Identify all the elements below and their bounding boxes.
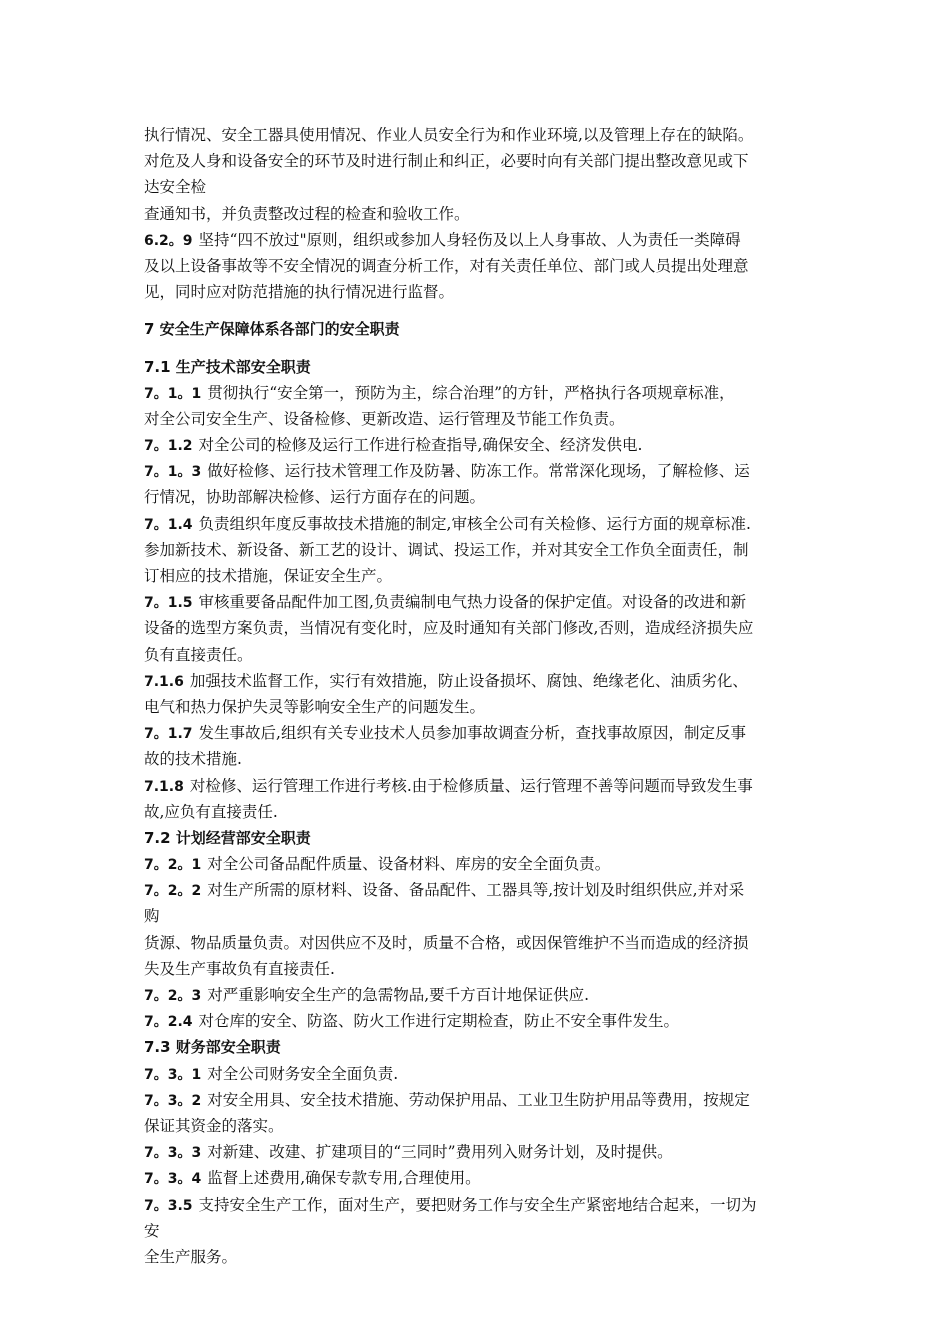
section-heading bbox=[144, 825, 810, 851]
line-text: 贯彻执行“安全第一，预防为主，综合治理”的方针，严格执行各项规章标准， bbox=[207, 383, 735, 402]
text-line bbox=[144, 903, 810, 929]
line-text: 见，同时应对防范措施的执行情况进行监督。 bbox=[144, 283, 455, 302]
paragraph-gap bbox=[144, 343, 810, 354]
clause-number: 7。1.2 bbox=[144, 438, 193, 455]
clause-number: 7。3。1 bbox=[144, 1066, 202, 1083]
text-line bbox=[144, 642, 810, 668]
line-text: 行情况，协助部解决检修、运行方面存在的问题。 bbox=[144, 488, 486, 507]
line-text: 电气和热力保护失灵等影响安全生产的问题发生。 bbox=[144, 697, 486, 716]
line-text: 对全公司备品配件质量、设备材料、库房的安全全面负责。 bbox=[207, 855, 611, 874]
text-line bbox=[144, 1244, 810, 1270]
clause-line bbox=[144, 589, 810, 615]
line-text: 坚持“四不放过"原则，组织或参加人身轻伤及以上人身事故、人为责任一类障碍 bbox=[198, 230, 741, 249]
clause-number: 7。3。3 bbox=[144, 1145, 202, 1162]
text-line bbox=[144, 956, 810, 982]
line-text: 及以上设备事故等不安全情况的调查分析工作，对有关责任单位、部门或人员提出处理意 bbox=[144, 256, 749, 275]
clause-line bbox=[144, 773, 810, 799]
clause-number: 7。1.5 bbox=[144, 595, 193, 612]
document-body bbox=[144, 122, 810, 1270]
line-text: 对全公司财务安全全面负责. bbox=[207, 1064, 399, 1083]
line-text: 订相应的技术措施，保证安全生产。 bbox=[144, 567, 393, 585]
paragraph-gap bbox=[144, 305, 810, 316]
section-heading-text: 7.3 财务部安全职责 bbox=[144, 1038, 281, 1057]
line-text: 监督上述费用,确保专款专用,合理使用。 bbox=[207, 1169, 481, 1188]
clause-number: 7。2。2 bbox=[144, 883, 202, 900]
section-heading bbox=[144, 354, 810, 380]
line-text: 购 bbox=[144, 907, 160, 926]
section-heading-text: 7.1 生产技术部安全职责 bbox=[144, 357, 311, 376]
line-text: 故,应负有直接责任. bbox=[144, 802, 278, 821]
clause-number: 7。1。3 bbox=[144, 464, 202, 481]
text-line bbox=[144, 201, 810, 227]
line-text: 发生事故后,组织有关专业技术人员参加事故调查分析，查找事故原因，制定反事 bbox=[198, 724, 746, 743]
text-line bbox=[144, 694, 810, 720]
line-text: 支持安全生产工作，面对生产，要把财务工作与安全生产紧密地结合起来，一切为 bbox=[198, 1195, 757, 1214]
clause-line bbox=[144, 1139, 810, 1165]
line-text: 负有直接责任。 bbox=[144, 645, 253, 664]
text-line bbox=[144, 746, 810, 772]
line-text: 设备的选型方案负责，当情况有变化时，应及时通知有关部门修改,否则，造成经济损失应 bbox=[144, 619, 754, 638]
line-text: 对仓库的安全、防盗、防火工作进行定期检查，防止不安全事件发生。 bbox=[198, 1012, 680, 1031]
section-heading-text: 7.2 计划经营部安全职责 bbox=[144, 828, 311, 847]
text-line bbox=[144, 930, 810, 956]
clause-line bbox=[144, 1008, 810, 1034]
text-line bbox=[144, 1218, 810, 1244]
line-text: 对全公司的检修及运行工作进行检查指导,确保安全、经济发供电. bbox=[198, 436, 643, 455]
text-line bbox=[144, 406, 810, 432]
line-text: 查通知书，并负责整改过程的检查和验收工作。 bbox=[144, 204, 470, 223]
section-heading-text: 7 安全生产保障体系各部门的安全职责 bbox=[144, 320, 400, 339]
clause-line bbox=[144, 511, 810, 537]
clause-line bbox=[144, 877, 810, 903]
clause-line bbox=[144, 1061, 810, 1087]
clause-line bbox=[144, 982, 810, 1008]
clause-line bbox=[144, 458, 810, 484]
section-heading bbox=[144, 316, 810, 342]
line-text: 保证其资金的落实。 bbox=[144, 1116, 284, 1135]
line-text: 对严重影响安全生产的急需物品,要千方百计地保证供应. bbox=[207, 986, 590, 1004]
clause-number: 7.1.6 bbox=[144, 673, 184, 690]
line-text: 全生产服务。 bbox=[144, 1247, 238, 1266]
clause-number: 7。1.7 bbox=[144, 726, 193, 743]
text-line bbox=[144, 615, 810, 641]
text-line bbox=[144, 279, 810, 305]
line-text: 故的技术措施. bbox=[144, 750, 242, 769]
line-text: 加强技术监督工作，实行有效措施，防止设备损坏、腐蚀、绝缘老化、油质劣化、 bbox=[189, 671, 748, 690]
text-line bbox=[144, 122, 810, 148]
clause-line bbox=[144, 668, 810, 694]
text-line bbox=[144, 174, 810, 200]
line-text: 对新建、改建、扩建项目的“三同时”费用列入财务计划，及时提供。 bbox=[207, 1143, 673, 1162]
clause-line bbox=[144, 720, 810, 746]
line-text: 执行情况、安全工器具使用情况、作业人员安全行为和作业环境,以及管理上存在的缺陷。 bbox=[144, 126, 754, 144]
line-text: 对危及人身和设备安全的环节及时进行制止和纠正，必要时向有关部门提出整改意见或下 bbox=[144, 152, 749, 171]
clause-number: 7。2。1 bbox=[144, 857, 202, 874]
clause-number: 7。1.4 bbox=[144, 516, 193, 533]
clause-line bbox=[144, 432, 810, 458]
line-text: 达安全检 bbox=[144, 178, 207, 197]
clause-number: 7。2.4 bbox=[144, 1014, 193, 1031]
line-text: 对生产所需的原材料、设备、备品配件、工器具等,按计划及时组织供应,并对采 bbox=[207, 881, 745, 900]
line-text: 对全公司安全生产、设备检修、更新改造、运行管理及节能工作负责。 bbox=[144, 409, 625, 428]
line-text: 审核重要备品配件加工图,负责编制电气热力设备的保护定值。对设备的改进和新 bbox=[198, 593, 746, 612]
clause-number: 7。3.5 bbox=[144, 1197, 193, 1214]
line-text: 做好检修、运行技术管理工作及防暑、防冻工作。常常深化现场，了解检修、运 bbox=[207, 462, 750, 481]
text-line bbox=[144, 537, 810, 563]
clause-number: 7。2。3 bbox=[144, 988, 202, 1004]
clause-line bbox=[144, 1087, 810, 1113]
line-text: 参加新技术、新设备、新工艺的设计、调试、投运工作，并对其安全工作负全面责任，制 bbox=[144, 540, 749, 559]
line-text: 失及生产事故负有直接责任. bbox=[144, 959, 335, 978]
clause-number: 7。1。1 bbox=[144, 385, 202, 402]
clause-line bbox=[144, 851, 810, 877]
text-line bbox=[144, 1113, 810, 1139]
text-line bbox=[144, 799, 810, 825]
text-line bbox=[144, 253, 810, 279]
line-text: 安 bbox=[144, 1221, 160, 1240]
clause-number: 7.1.8 bbox=[144, 778, 184, 795]
clause-line bbox=[144, 1192, 810, 1218]
line-text: 对安全用具、安全技术措施、劳动保护用品、工业卫生防护用品等费用，按规定 bbox=[207, 1090, 750, 1109]
clause-number: 6.2。9 bbox=[144, 232, 193, 249]
clause-line bbox=[144, 380, 810, 406]
clause-line bbox=[144, 227, 810, 253]
clause-number: 7。3。4 bbox=[144, 1171, 202, 1188]
clause-number: 7。3。2 bbox=[144, 1092, 202, 1109]
text-line bbox=[144, 484, 810, 510]
line-text: 对检修、运行管理工作进行考核.由于检修质量、运行管理不善等问题而导致发生事 bbox=[189, 776, 753, 795]
line-text: 负责组织年度反事故技术措施的制定,审核全公司有关检修、运行方面的规章标准. bbox=[198, 514, 751, 533]
line-text: 货源、物品质量负责。对因供应不及时，质量不合格，或因保管维护不当而造成的经济损 bbox=[144, 933, 749, 952]
text-line bbox=[144, 563, 810, 589]
section-heading bbox=[144, 1034, 810, 1060]
clause-line bbox=[144, 1165, 810, 1191]
text-line bbox=[144, 148, 810, 174]
